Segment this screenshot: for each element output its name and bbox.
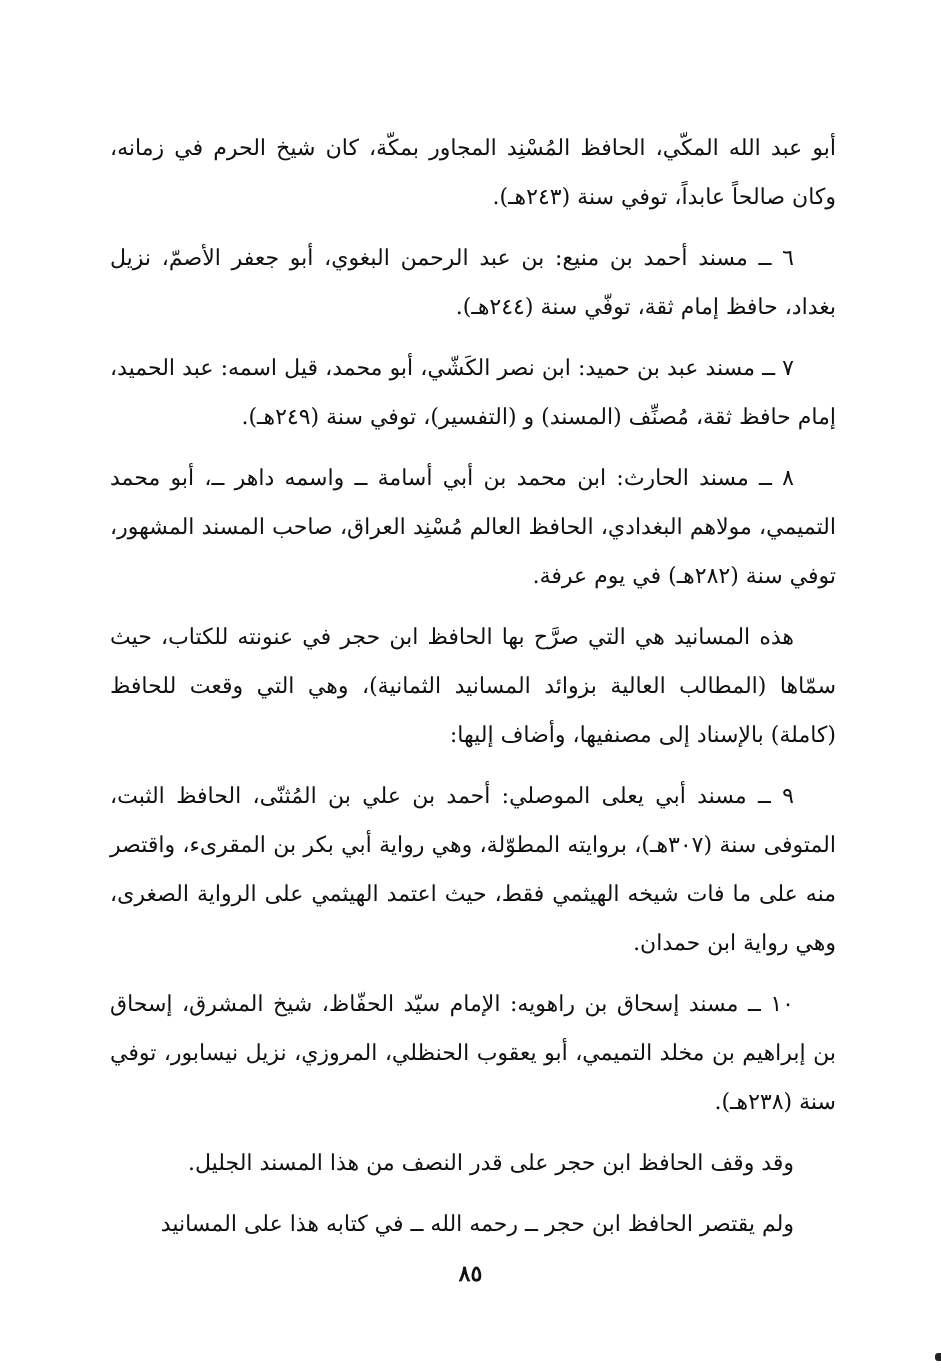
paragraph-3: ٧ ــ مسند عبد بن حميد: ابن نصر الكَشّي، أبو محمد، قيل اسمه: عبد الحميد، إمام حافظ ثقة، مُصنِّف (المسند) و (التفسير)، توفي سنة (٢٤٩هـ).: [110, 356, 836, 430]
paragraph-5: هذه المسانيد هي التي صرَّح بها الحافظ ابن حجر في عنونته للكتاب، حيث سمّاها (المطالب العالية بزوائد المسانيد الثمانية)، وهي التي وقعت للحافظ (كاملة) بالإسناد إلى مصنفيها، وأضاف إليها:: [110, 625, 836, 748]
page-body: [110, 124, 836, 1261]
paragraph-9: ولم يقتصر الحافظ ابن حجر ــ رحمه الله ــ في كتابه هذا على المسانيد: [160, 1212, 794, 1237]
scan-edge-mark: [935, 1353, 941, 1361]
paragraph-6: ٩ ــ مسند أبي يعلى الموصلي: أحمد بن علي بن المُثنّى، الحافظ الثبت، المتوفى سنة (٣٠٧هـ)، بروايته المطوّلة، وهي رواية أبي بكر بن المقرىء، واقتصر منه على ما فات شيخه الهيثمي فقط، حيث اعتمد الهيثمي على الرواية الصغرى، وهي رواية ابن حمدان.: [110, 784, 836, 956]
paragraph-4: ٨ ــ مسند الحارث: ابن محمد بن أبي أسامة ــ واسمه داهر ــ، أبو محمد التميمي، مولاهم البغدادي، الحافظ العالم مُسْنِد العراق، صاحب المسند المشهور، توفي سنة (٢٨٢هـ) في يوم عرفة.: [110, 466, 836, 589]
paragraph-1: أبو عبد الله المكّي، الحافظ المُسْنِد المجاور بمكّة، كان شيخ الحرم في زمانه، وكان صالحاً عابداً، توفي سنة (٢٤٣هـ).: [110, 136, 836, 210]
paragraph-7: ١٠ ــ مسند إسحاق بن راهويه: الإمام سيّد الحفّاظ، شيخ المشرق، إسحاق بن إبراهيم بن مخلد التميمي، أبو يعقوب الحنظلي، المروزي، نزيل نيسابور، توفي سنة (٢٣٨هـ).: [110, 992, 836, 1115]
paragraph-8: وقد وقف الحافظ ابن حجر على قدر النصف من هذا المسند الجليل.: [187, 1151, 794, 1176]
page-number: ٨٥: [458, 1261, 483, 1287]
paragraph-2: ٦ ــ مسند أحمد بن منيع: بن عبد الرحمن البغوي، أبو جعفر الأصمّ، نزيل بغداد، حافظ إمام ثقة، توفّي سنة (٢٤٤هـ).: [110, 246, 836, 320]
